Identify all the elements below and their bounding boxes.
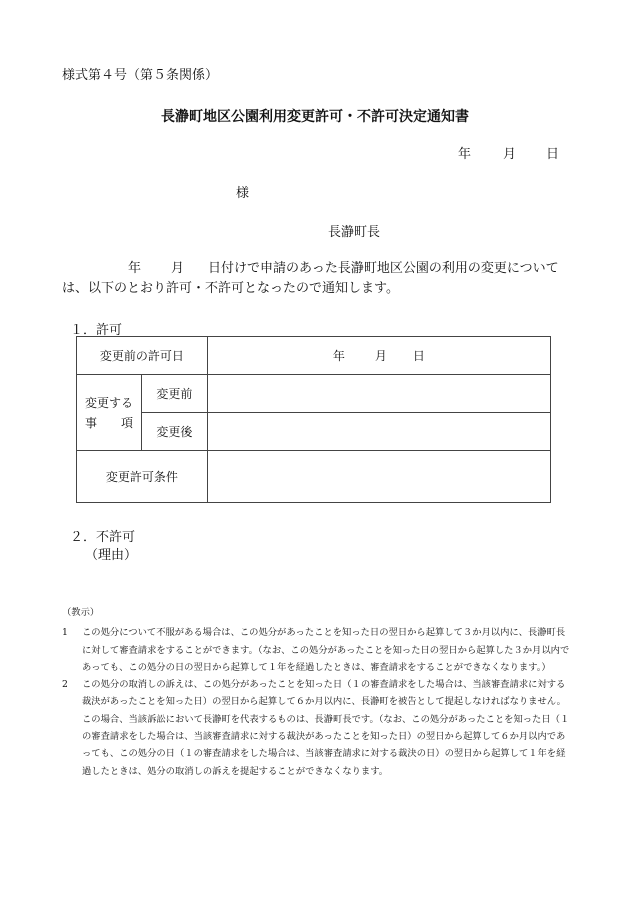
conditions-label: 変更許可条件 [77, 451, 208, 503]
section-permit-heading: １．許可 [70, 323, 123, 338]
date-month: 月 [503, 147, 517, 162]
body-rest: 日付けで申請のあった長瀞町地区公園の利用の変更について [208, 261, 559, 276]
section-deny-heading: ２．不許可 [70, 530, 136, 545]
body-text [62, 259, 572, 299]
form-number: 様式第４号（第５条関係） [62, 68, 219, 83]
deny-reason-label: （理由） [85, 548, 138, 563]
notice-item: 2 この処分の取消しの訴えは、この処分があったことを知った日（１の審査請求をした場合は、当該審査請求に対する裁決があったことを知った日）の翌日から起算して６か月以内に、長瀞町を被告として提起しなければなりません。この場合、当該訴訟において長瀞町を代表するものは、長瀞町長です。（なお、この処分があったことを知った日（１の審査請求をした場合は、当該審査請求に対する裁決があったことを知った日）の翌日から起算して６か月以内であっても、この処分の日（１の審査請求をした場合は、当該審査請求に対する裁決の日）の翌日から起算して１年を経過したときは、処分の取消しの訴えを提起することができなくなります。 [62, 679, 570, 777]
notice-item: 1 この処分について不服がある場合は、この処分があったことを知った日の翌日から起算して３か月以内に、長瀞町長に対して審査請求をすることができます。（なお、この処分があったことを知った日の翌日から起算した３か月以内であっても、この処分の日の翌日から起算して１年を経過したときは、審査請求をすることができなくなります。） [62, 627, 570, 673]
before-label: 変更前 [141, 375, 207, 413]
notice-heading: （教示） [62, 607, 100, 618]
prev-date-label: 変更前の許可日 [77, 337, 208, 375]
change-items-label: 変更する 事 項 [77, 375, 142, 451]
body-month: 月 [171, 261, 185, 276]
addressee: 様 [236, 186, 250, 201]
instruction-notice [62, 604, 574, 780]
conditions-value [207, 451, 550, 503]
body-year: 年 [128, 261, 142, 276]
body-line-2: は、以下のとおり許可・不許可となったので通知します。 [62, 281, 399, 296]
body-line-1 [62, 259, 572, 279]
permit-table [76, 336, 551, 503]
after-value [207, 413, 550, 451]
before-value [207, 375, 550, 413]
prev-date-value: 年 月 日 [207, 337, 550, 375]
issue-date [458, 143, 559, 162]
after-label: 変更後 [141, 413, 207, 451]
document-title: 長瀞町地区公園利用変更許可・不許可決定通知書 [161, 109, 469, 125]
issuer: 長瀞町長 [328, 225, 381, 240]
date-year: 年 [458, 147, 472, 162]
date-day: 日 [546, 147, 560, 162]
